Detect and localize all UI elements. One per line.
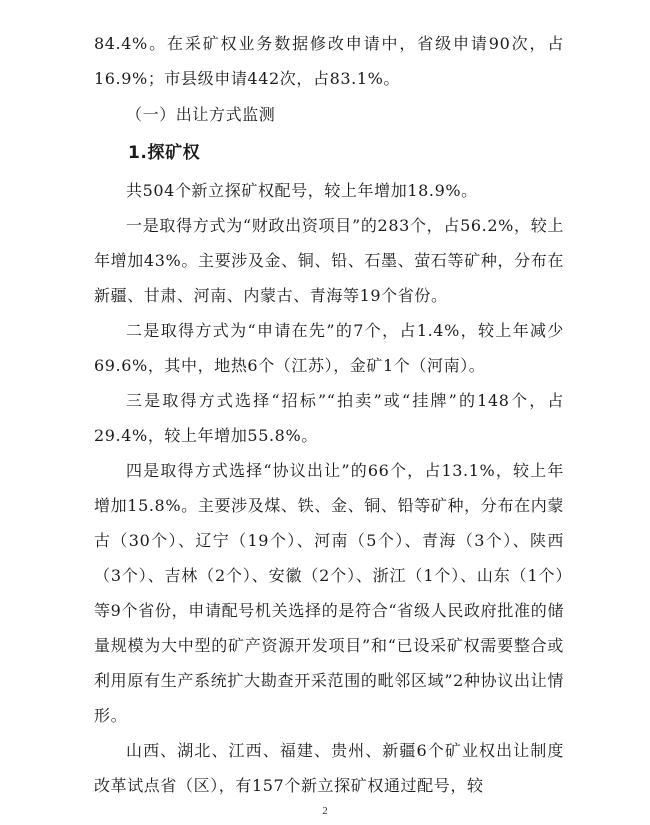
- paragraph-method-4: 四是取得方式选择“协议出让”的66个，占13.1%，较上年增加15.8%。主要涉及煤、铁、金、铜、铅等矿种，分布在内蒙古（30个）、辽宁（19个）、河南（5个）、青海（3个）、陕西（3个）、吉林（2个）、安徽（2个）、浙江（1个）、山东（1个）等9个省份，申请配号机关选择的是符合“省级人民政府批准的储量规模为大中型的矿产资源开发项目”和“已设采矿权需要整合或利用原有生产系统扩大勘查开采范围的毗邻区域”2种协议出让情形。: [94, 461, 564, 725]
- document-body: [94, 26, 564, 803]
- paragraph-total: 共504个新立探矿权配号，较上年增加18.9%。: [126, 181, 478, 200]
- paragraph-method-1: 一是取得方式为“财政出资项目”的283个，占56.2%，较上年增加43%。主要涉及金、铜、铅、石墨、萤石等矿种，分布在新疆、甘肃、河南、内蒙古、青海等19个省份。: [94, 216, 564, 305]
- page-number: 2: [322, 805, 328, 817]
- paragraph-pilot-provinces: 山西、湖北、江西、福建、贵州、新疆6个矿业权出让制度改革试点省（区），有157个新立探矿权通过配号，较: [94, 741, 564, 795]
- continuation-paragraph: 84.4%。在采矿权业务数据修改申请中，省级申请90次，占16.9%；市县级申请442次，占83.1%。: [94, 34, 564, 88]
- section-heading: （一）出让方式监测: [126, 105, 276, 124]
- subsection-heading: 1.探矿权: [128, 143, 201, 163]
- paragraph-method-3: 三是取得方式选择“招标”“拍卖”或“挂牌”的148个，占29.4%，较上年增加55.8%。: [94, 391, 564, 445]
- paragraph-method-2: 二是取得方式为“申请在先”的7个，占1.4%，较上年减少69.6%，其中，地热6个（江苏），金矿1个（河南）。: [94, 321, 564, 375]
